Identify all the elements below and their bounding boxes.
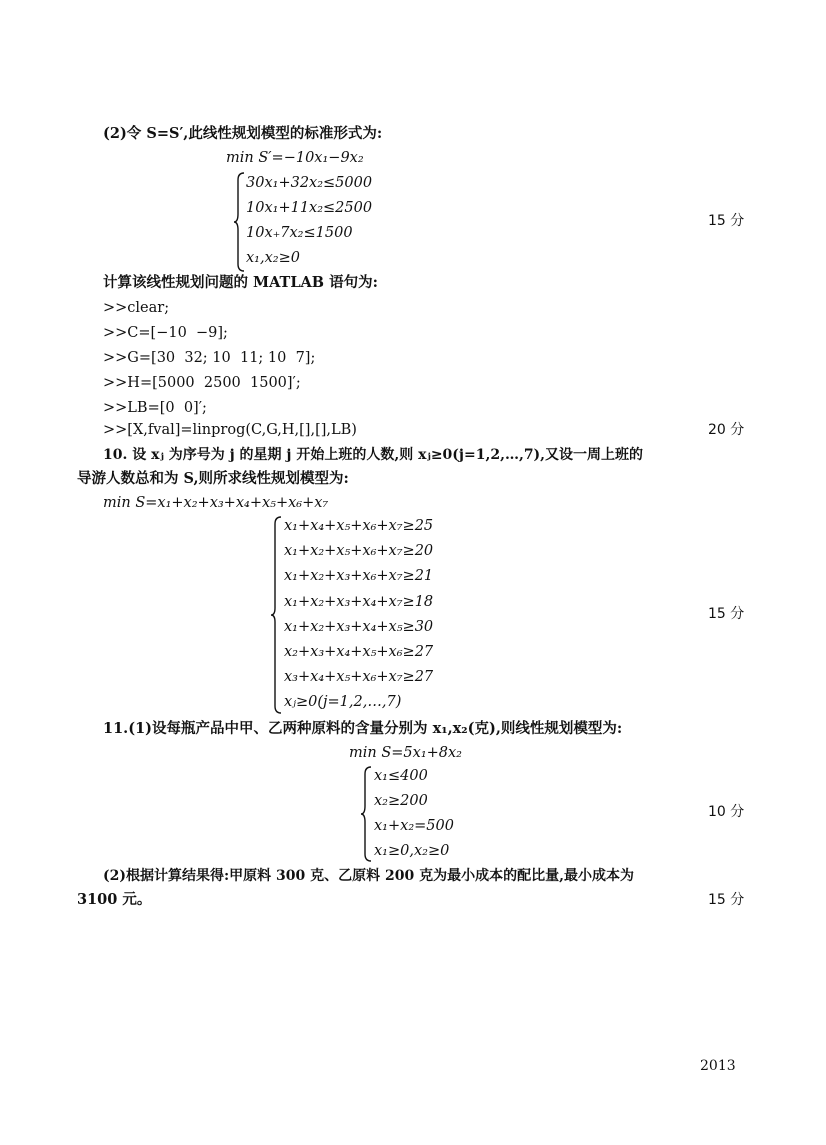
sec11-part2-line1: (2)根据计算结果得:甲原料 300 克、乙原料 200 克为最小成本的配比量,最小成本为 bbox=[103, 868, 634, 884]
score: 10 分 bbox=[708, 804, 745, 820]
constraint: 10x₊7x₂≤1500 bbox=[246, 225, 353, 241]
score: 15 分 bbox=[708, 892, 745, 908]
code-line: >>C=[−10 −9]; bbox=[103, 325, 228, 341]
constraint: 10x₁+11x₂≤2500 bbox=[246, 200, 373, 216]
matlab-intro: 计算该线性规划问题的 MATLAB 语句为: bbox=[103, 274, 378, 291]
sec10-line2: 导游人数总和为 S,则所求线性规划模型为: bbox=[77, 470, 349, 487]
sec9-intro: (2)令 S=S′,此线性规划模型的标准形式为: bbox=[103, 125, 383, 142]
score: 20 分 bbox=[708, 422, 745, 438]
sec11-brace bbox=[360, 766, 372, 862]
constraint: x₂≥200 bbox=[374, 793, 428, 809]
constraint: x₁+x₂+x₃+x₄+x₅≥30 bbox=[284, 618, 434, 635]
code-line: >>LB=[0 0]′; bbox=[103, 400, 207, 416]
constraint: x₁≤400 bbox=[374, 768, 428, 784]
constraint: x₁+x₂+x₃+x₄+x₇≥18 bbox=[284, 593, 434, 610]
constraint: x₁,x₂≥0 bbox=[246, 250, 300, 266]
code-line: >>[X,fval]=linprog(C,G,H,[],[],LB) bbox=[103, 422, 357, 438]
sec11-line1: 11.(1)设每瓶产品中甲、乙两种原料的含量分别为 x₁,x₂(克),则线性规划模型为: bbox=[103, 720, 623, 737]
code-line: >>G=[30 32; 10 11; 10 7]; bbox=[103, 350, 316, 366]
constraint: x₁+x₂+x₅+x₆+x₇≥20 bbox=[284, 543, 434, 560]
constraint: xⱼ≥0(j=1,2,…,7) bbox=[284, 694, 402, 711]
sec9-objective: min S′=−10x₁−9x₂ bbox=[226, 150, 364, 166]
sec10-objective: min S=x₁+x₂+x₃+x₄+x₅+x₆+x₇ bbox=[103, 495, 329, 511]
constraint: x₁+x₂=500 bbox=[374, 818, 454, 834]
page-number: 2013 bbox=[700, 1058, 736, 1074]
sec10-line1: 10. 设 xⱼ 为序号为 j 的星期 j 开始上班的人数,则 xⱼ≥0(j=1,2,…,7),又设一周上班的 bbox=[103, 447, 644, 463]
code-line: >>H=[5000 2500 1500]′; bbox=[103, 375, 301, 391]
constraint: x₃+x₄+x₅+x₆+x₇≥27 bbox=[284, 669, 434, 686]
constraint: x₁+x₄+x₅+x₆+x₇≥25 bbox=[284, 518, 434, 534]
score: 15 分 bbox=[708, 213, 745, 229]
sec10-brace bbox=[270, 516, 282, 714]
sec11-objective: min S=5x₁+8x₂ bbox=[349, 745, 462, 761]
sec10-constraints bbox=[284, 516, 433, 718]
sec9-constraints bbox=[246, 173, 372, 273]
constraint: x₁+x₂+x₃+x₆+x₇≥21 bbox=[284, 568, 434, 585]
sec9-brace bbox=[233, 172, 245, 272]
constraint: x₁≥0,x₂≥0 bbox=[374, 843, 450, 859]
constraint: 30x₁+32x₂≤5000 bbox=[246, 175, 373, 191]
sec11-constraints bbox=[374, 766, 454, 866]
constraint: x₂+x₃+x₄+x₅+x₆≥27 bbox=[284, 643, 434, 660]
sec11-part2-line2: 3100 元。 bbox=[77, 891, 152, 908]
score: 15 分 bbox=[708, 606, 745, 622]
code-line: >>clear; bbox=[103, 300, 170, 316]
